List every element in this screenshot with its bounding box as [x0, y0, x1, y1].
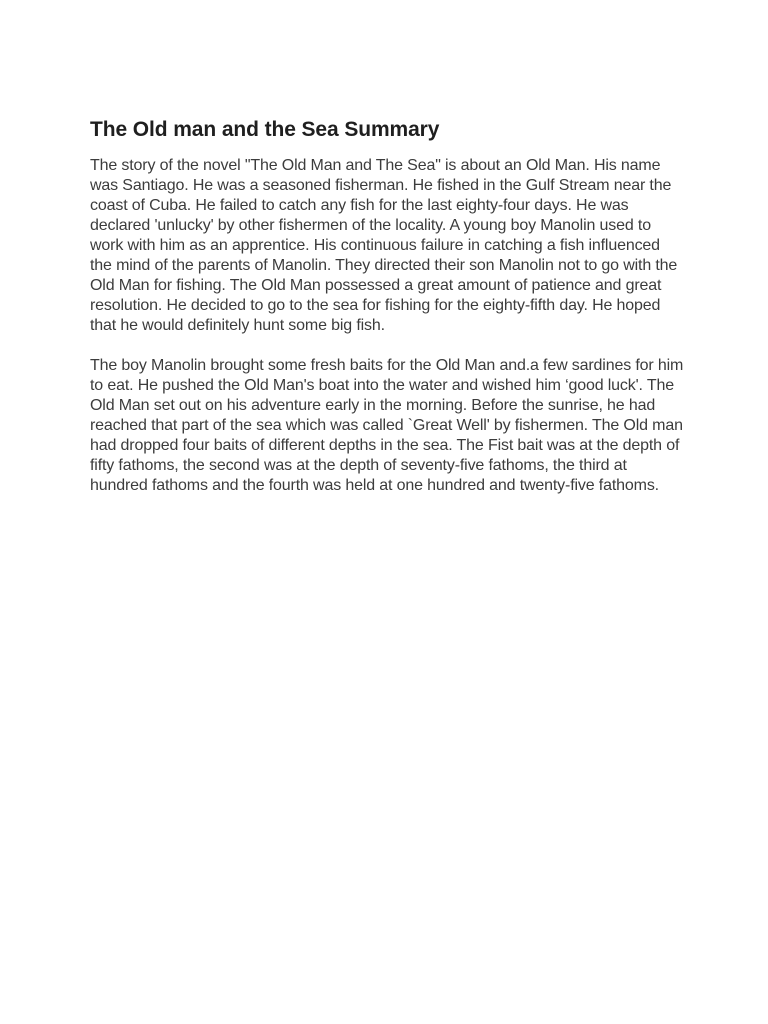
document-title: The Old man and the Sea Summary [90, 118, 440, 141]
document-content [90, 116, 684, 516]
paragraph-1: The story of the novel "The Old Man and The Sea" is about an Old Man. His name was Santiago. He was a seasoned fisherman. He fished in the Gulf Stream near the coast of Cuba. He failed to catch any fish for the last eighty-four days. He was declared 'unlucky' by other fishermen of the locality. A young boy Manolin used to work with him as an apprentice. His continuous failure in catching a fish influenced the mind of the parents of Manolin. They directed their son Manolin not to go with the Old Man for fishing. The Old Man possessed a great amount of patience and great resolution. He decided to go to the sea for fishing for the eighty-fifth day. He hoped that he would definitely hunt some big fish. [90, 157, 678, 334]
paragraph-2: The boy Manolin brought some fresh baits for the Old Man and.a few sardines for him to eat. He pushed the Old Man's boat into the water and wished him ‘good luck'. The Old Man set out on his adventure early in the morning. Before the sunrise, he had reached that part of the sea which was called `Great Well' by fishermen. The Old man had dropped four baits of different depths in the sea. The Fist bait was at the depth of fifty fathoms, the second was at the depth of seventy-five fathoms, the third at hundred fathoms and the fourth was held at one hundred and twenty-five fathoms. [90, 357, 684, 494]
